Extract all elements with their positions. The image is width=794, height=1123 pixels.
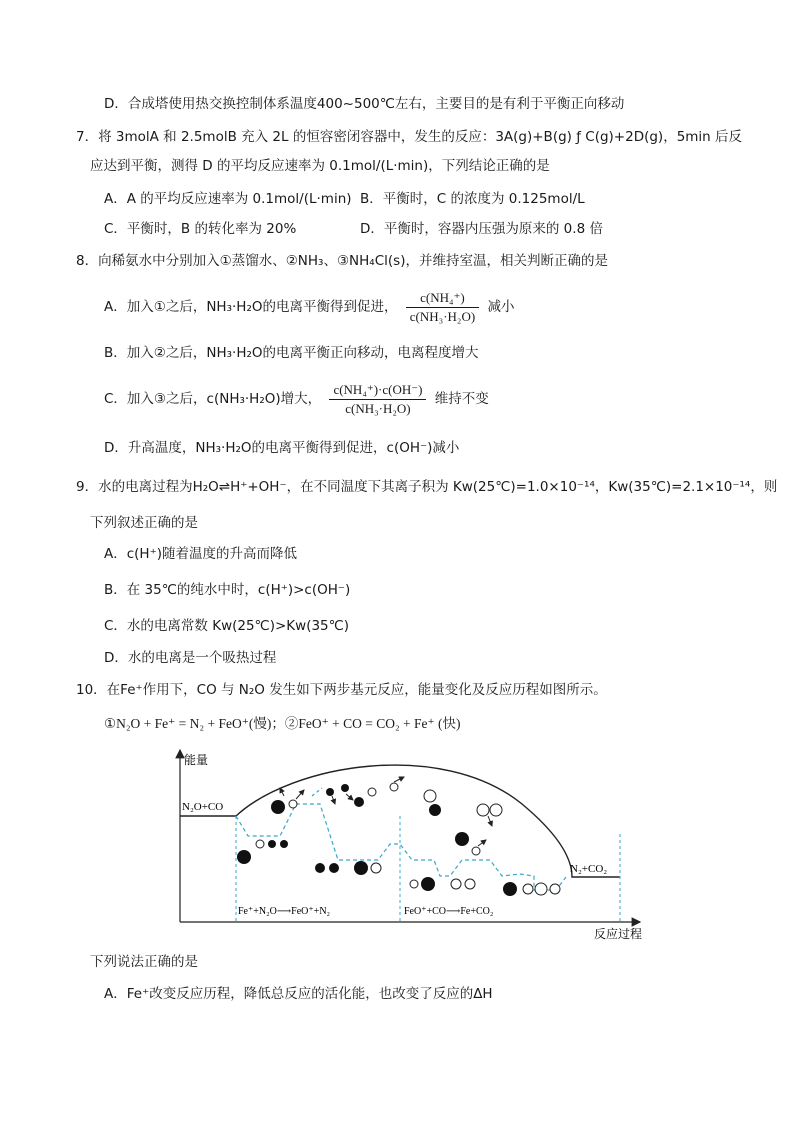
end-state-label: N₂+CO₂ bbox=[570, 863, 608, 875]
q8-option-c bbox=[104, 379, 489, 419]
q7-option-d: D．平衡时，容器内压强为原来的 0.8 倍 bbox=[360, 221, 603, 237]
step2-reaction-label: FeO⁺+CO⟶Fe+CO₂ bbox=[404, 906, 494, 917]
q6-option-d: D．合成塔使用热交换控制体系温度400~500℃左右，主要目的是有利于平衡正向移动 bbox=[104, 96, 625, 112]
energy-profile-diagram bbox=[172, 744, 650, 944]
q9-stem-line1: 9．水的电离过程为H₂O⇌H⁺+OH⁻，在不同温度下其离子积为 Kw(25℃)=1.0×10⁻¹⁴，Kw(35℃)=2.1×10⁻¹⁴，则 bbox=[76, 479, 778, 495]
q7-option-a: A．A 的平均反应速率为 0.1mol/(L·min) bbox=[104, 191, 352, 207]
q8-c-text: C．加入③之后，c(NH₃·H₂O)增大， bbox=[104, 391, 322, 407]
q8-option-d: D．升高温度，NH₃·H₂O的电离平衡得到促进，c(OH⁻)减小 bbox=[104, 440, 460, 456]
q7-stem-line2: 应达到平衡，测得 D 的平均反应速率为 0.1mol/(L·min)，下列结论正确的是 bbox=[90, 158, 550, 174]
q8-stem: 8．向稀氨水中分别加入①蒸馏水、②NH₃、③NH₄Cl(s)，并维持室温，相关判断正确的是 bbox=[76, 253, 608, 269]
q8-c-tail: 维持不变 bbox=[434, 391, 489, 407]
q8-c-numerator: c(NH₄⁺)·c(OH⁻) bbox=[329, 381, 426, 400]
q8-a-denominator: c(NH₃·H₂O) bbox=[409, 308, 476, 324]
step1-reaction-label: Fe⁺+N₂O⟶FeO⁺+N₂ bbox=[238, 906, 331, 917]
q8-option-a bbox=[104, 287, 514, 327]
q8-c-denominator: c(NH₃·H₂O) bbox=[345, 400, 411, 416]
q10-option-a: A．Fe⁺改变反应历程，降低总反应的活化能，也改变了反应的ΔH bbox=[104, 986, 493, 1002]
q10-stem: 10．在Fe⁺作用下，CO 与 N₂O 发生如下两步基元反应，能量变化及反应历程如图所示。 bbox=[76, 682, 607, 698]
q8-a-text: A．加入①之后，NH₃·H₂O的电离平衡得到促进， bbox=[104, 299, 398, 315]
x-axis-label: 反应过程 bbox=[594, 927, 643, 941]
start-state-label: N₂O+CO bbox=[182, 801, 224, 813]
molecule-models bbox=[237, 777, 560, 896]
catalyzed-path-segment bbox=[312, 788, 322, 796]
q8-c-fraction bbox=[329, 381, 426, 418]
q9-option-d: D．水的电离是一个吸热过程 bbox=[104, 650, 277, 666]
q9-option-b: B．在 35℃的纯水中时，c(H⁺)>c(OH⁻) bbox=[104, 582, 351, 598]
q9-stem-line2: 下列叙述正确的是 bbox=[90, 515, 198, 531]
q10-reaction-steps: ①N₂O + Fe⁺ = N₂ + FeO⁺(慢)；②FeO⁺ + CO = CO₂ + Fe⁺ (快) bbox=[104, 716, 461, 731]
q10-prompt: 下列说法正确的是 bbox=[90, 954, 198, 970]
q7-stem-line1: 7．将 3molA 和 2.5molB 充入 2L 的恒容密闭容器中，发生的反应：3A(g)+B(g) ƒ C(g)+2D(g)，5min 后反 bbox=[76, 129, 743, 145]
q8-a-tail: 减小 bbox=[487, 299, 515, 315]
q7-option-c: C．平衡时，B 的转化率为 20% bbox=[104, 221, 297, 237]
q9-option-c: C．水的电离常数 Kw(25℃)>Kw(35℃) bbox=[104, 618, 350, 634]
q9-option-a: A．c(H⁺)随着温度的升高而降低 bbox=[104, 546, 297, 562]
q8-option-b: B．加入②之后，NH₃·H₂O的电离平衡正向移动，电离程度增大 bbox=[104, 345, 479, 361]
y-axis-label: 能量 bbox=[184, 753, 209, 767]
q8-a-numerator: c(NH₄⁺) bbox=[406, 289, 479, 308]
q8-a-fraction bbox=[406, 289, 479, 326]
q7-option-b: B．平衡时，C 的浓度为 0.125mol/L bbox=[360, 191, 585, 207]
